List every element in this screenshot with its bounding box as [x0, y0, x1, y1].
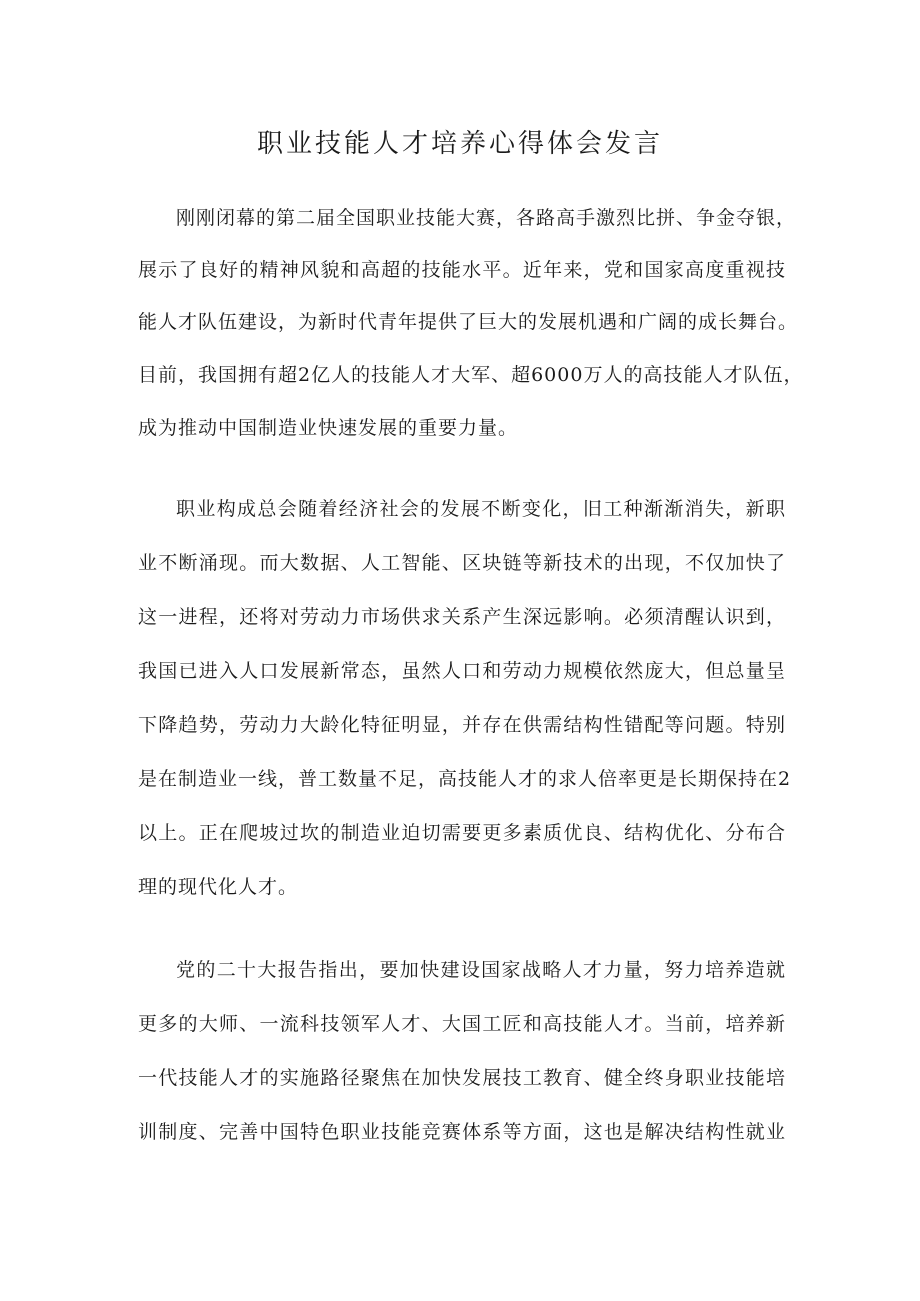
paragraph-2-line-8: 理的现代化人才。 — [138, 876, 299, 898]
paragraph-1-line-2: 展示了良好的精神风貌和高超的技能水平。近年来，党和国家高度重视技 — [138, 259, 786, 281]
paragraph-2-line-4: 我国已进入人口发展新常态，虽然人口和劳动力规模依然庞大，但总量呈 — [138, 660, 786, 682]
paragraph-1-line-3: 能人才队伍建设，为新时代青年提供了巨大的发展机遇和广阔的成长舞台。 — [138, 311, 799, 333]
paragraph-2-line-3: 这一进程，还将对劳动力市场供求关系产生深远影响。必须清醒认识到， — [138, 606, 786, 628]
paragraph-3-line-3: 一代技能人才的实施路径聚焦在加快发展技工教育、健全终身职业技能培 — [138, 1067, 786, 1089]
paragraph-3-line-2: 更多的大师、一流科技领军人才、大国工匠和高技能人才。当前，培养新 — [138, 1013, 786, 1035]
paragraph-1-line-4: 目前，我国拥有超2亿人的技能人才大军、超6000万人的高技能人才队伍， — [138, 364, 804, 386]
paragraph-2-line-5: 下降趋势，劳动力大龄化特征明显，并存在供需结构性错配等问题。特别 — [138, 714, 786, 736]
paragraph-2-line-2: 业不断涌现。而大数据、人工智能、区块链等新技术的出现，不仅加快了 — [138, 552, 786, 574]
paragraph-3-line-1: 党的二十大报告指出，要加快建设国家战略人才力量，努力培养造就 — [176, 959, 786, 981]
paragraph-2-line-1: 职业构成总会随着经济社会的发展不断变化，旧工种渐渐消失，新职 — [176, 498, 786, 520]
paragraph-1-line-1: 刚刚闭幕的第二届全国职业技能大赛，各路高手激烈比拼、争金夺银， — [176, 207, 797, 229]
paragraph-2-line-7: 以上。正在爬坡过坎的制造业迫切需要更多素质优良、结构优化、分布合 — [138, 822, 786, 844]
paragraph-2-line-6: 是在制造业一线，普工数量不足，高技能人才的求人倍率更是长期保持在2 — [138, 768, 792, 790]
document-title: 职业技能人才培养心得体会发言 — [256, 129, 663, 159]
paragraph-3-line-4: 训制度、完善中国特色职业技能竞赛体系等方面，这也是解决结构性就业 — [138, 1121, 786, 1143]
paragraph-1-line-5: 成为推动中国制造业快速发展的重要力量。 — [138, 417, 519, 439]
